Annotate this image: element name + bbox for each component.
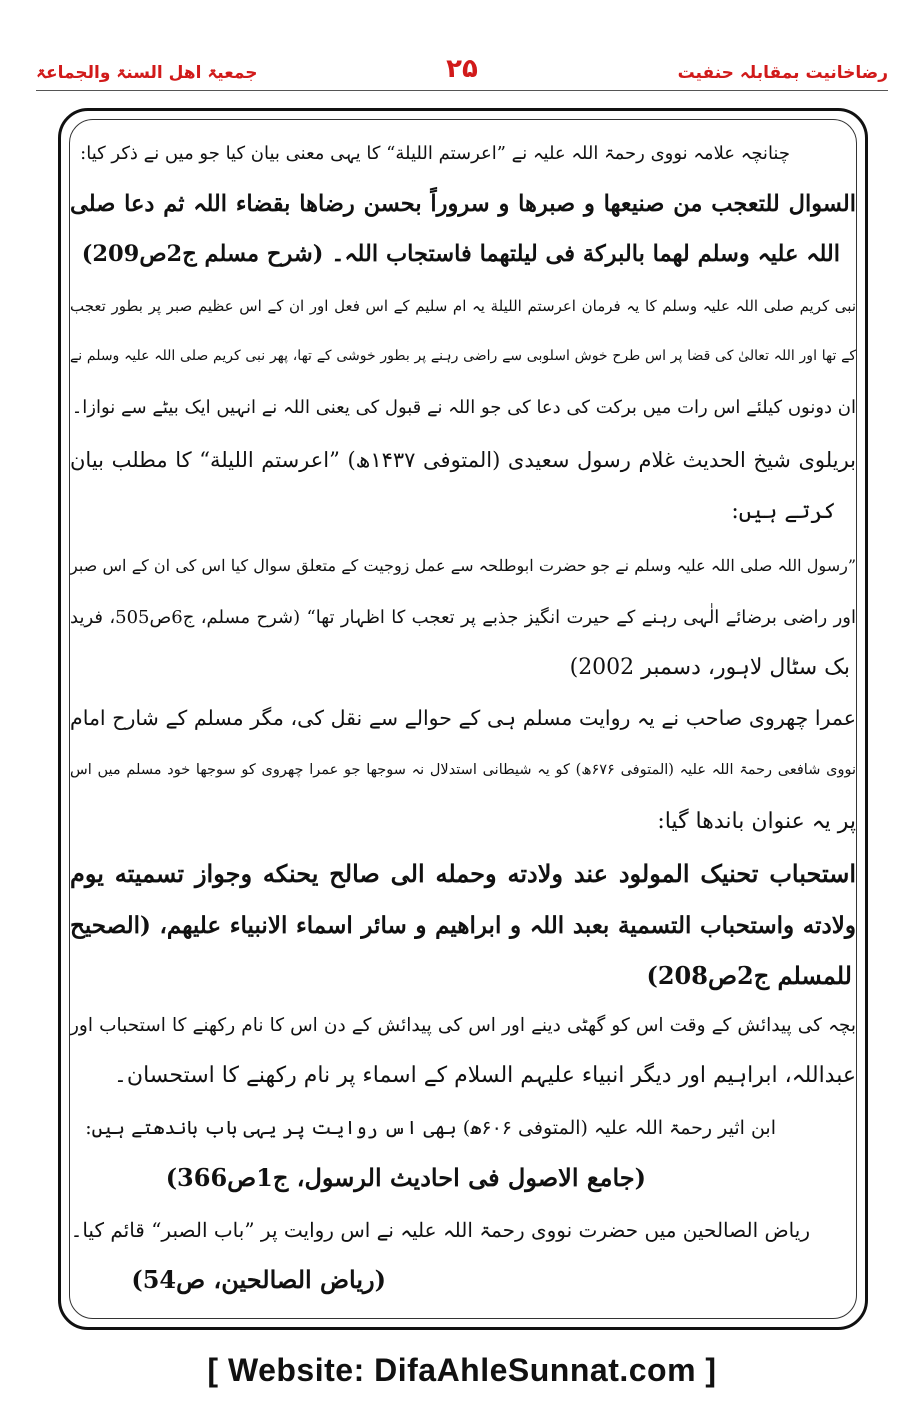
text-line: نبی کریم صلی اللہ علیہ وسلم کا یہ فرمان اعرستم اللیلة یہ ام سلیم کے اس فعل اور ان کے اس عظیم صبر پر بطور تعجب (70, 297, 856, 315)
page-header (36, 52, 888, 96)
text-line: پر یہ عنوان باندھا گیا: (657, 809, 856, 834)
text-line: کے تھا اور اللہ تعالیٰ کی قضا پر اس طرح خوش اسلوبی سے راضی رہنے پر بطور خوشی کے تھا، پھر نبی کریم صلی اللہ علیہ وسلم نے (70, 348, 856, 364)
arabic-line: ولادته واستحباب التسمیة بعبد اللہ و ابراهیم و سائر اسماء الانبیاء علیهم، (الصحیح (70, 912, 856, 939)
reference-line: (ریاض الصالحین، ص54) (131, 1265, 386, 1294)
page-number: ۲۵ (446, 54, 478, 84)
text-line: نووی شافعی رحمۃ اللہ علیہ (المتوفی ۶۷۶ھ) کو یہ شیطانی استدلال نہ سوجھا جو عمرا چھروی کو سوجھا خود مسلم میں اس (70, 762, 856, 778)
text-line: کرتے ہیں: (731, 499, 836, 524)
website-footer: [ Website: DifaAhleSunnat.com ] (207, 1352, 717, 1388)
arabic-line: استحباب تحنیک المولود عند ولادته وحمله الی صالح یحنکه وجواز تسمیته یوم (70, 859, 856, 888)
arabic-line: اللہ علیہ وسلم لھما بالبرکة فی لیلتھما فاستجاب اللہ۔ (شرح مسلم ج2ص209) (81, 241, 840, 267)
reference-line: (جامع الاصول فی احادیث الرسول، ج1ص366) (165, 1163, 646, 1192)
text-line: چنانچہ علامہ نووی رحمۃ اللہ علیہ نے ”اعرستم اللیلة“ کا یہی معنی بیان کیا جو میں نے ذکر کیا: (80, 143, 790, 164)
quote-line: ”رسول اللہ صلی اللہ علیہ وسلم نے جو حضرت ابوطلحہ سے عمل زوجیت کے متعلق سوال کیا اس کی ان کے اس صبر (70, 556, 856, 575)
text-line: بریلوی شیخ الحدیث غلام رسول سعیدی (المتوفی ۱۴۳۷ھ) ”اعرستم اللیلة“ کا مطلب بیان (70, 448, 856, 472)
text-line: ریاض الصالحین میں حضرت نووی رحمۃ اللہ علیہ نے اس روایت پر ”باب الصبر“ قائم کیا۔ (70, 1218, 810, 1242)
arabic-line: للمسلم ج2ص208) (646, 961, 852, 990)
page-body (70, 120, 856, 1320)
book-title: رضاخانیت بمقابلہ حنفیت (677, 63, 888, 83)
text-line: بچہ کی پیدائش کے وقت اس کو گھٹی دینے اور اس کی پیدائش کے دن اس کا نام رکھنے کا استحباب اور (70, 1015, 856, 1036)
quote-line: اور راضی برضائے الٰہی رہنے کے حیرت انگیز جذبے پر تعجب کا اظہار تھا“ (شرح مسلم، ج6ص505، فرید (70, 607, 856, 628)
arabic-line: السوال للتعجب من صنیعھا و صبرھا و سروراً بحسن رضاھا بقضاء اللہ ثم دعا صلی (70, 191, 856, 217)
quote-line: بک سٹال لاہور، دسمبر 2002) (569, 655, 850, 680)
header-divider (36, 90, 888, 91)
text-line: ابن اثیر رحمۃ اللہ علیہ (المتوفی ۶۰۶ھ) بھی اس روایت پر یہی باب باندھتے ہیں: (85, 1117, 776, 1139)
text-line: عمرا چھروی صاحب نے یہ روایت مسلم ہی کے حوالے سے نقل کی، مگر مسلم کے شارح امام (70, 706, 856, 730)
text-line: عبداللہ، ابراہیم اور دیگر انبیاء علیہم السلام کے اسماء پر نام رکھنے کا استحسان۔ (114, 1063, 856, 1088)
publisher-title: جمعیۃ اھل السنۃ والجماعۃ (36, 63, 258, 83)
text-line: ان دونوں کیلئے اس رات میں برکت کی دعا کی جو اللہ نے قبول کی یعنی اللہ نے انہیں ایک بیٹے سے نوازا۔ (71, 397, 856, 418)
